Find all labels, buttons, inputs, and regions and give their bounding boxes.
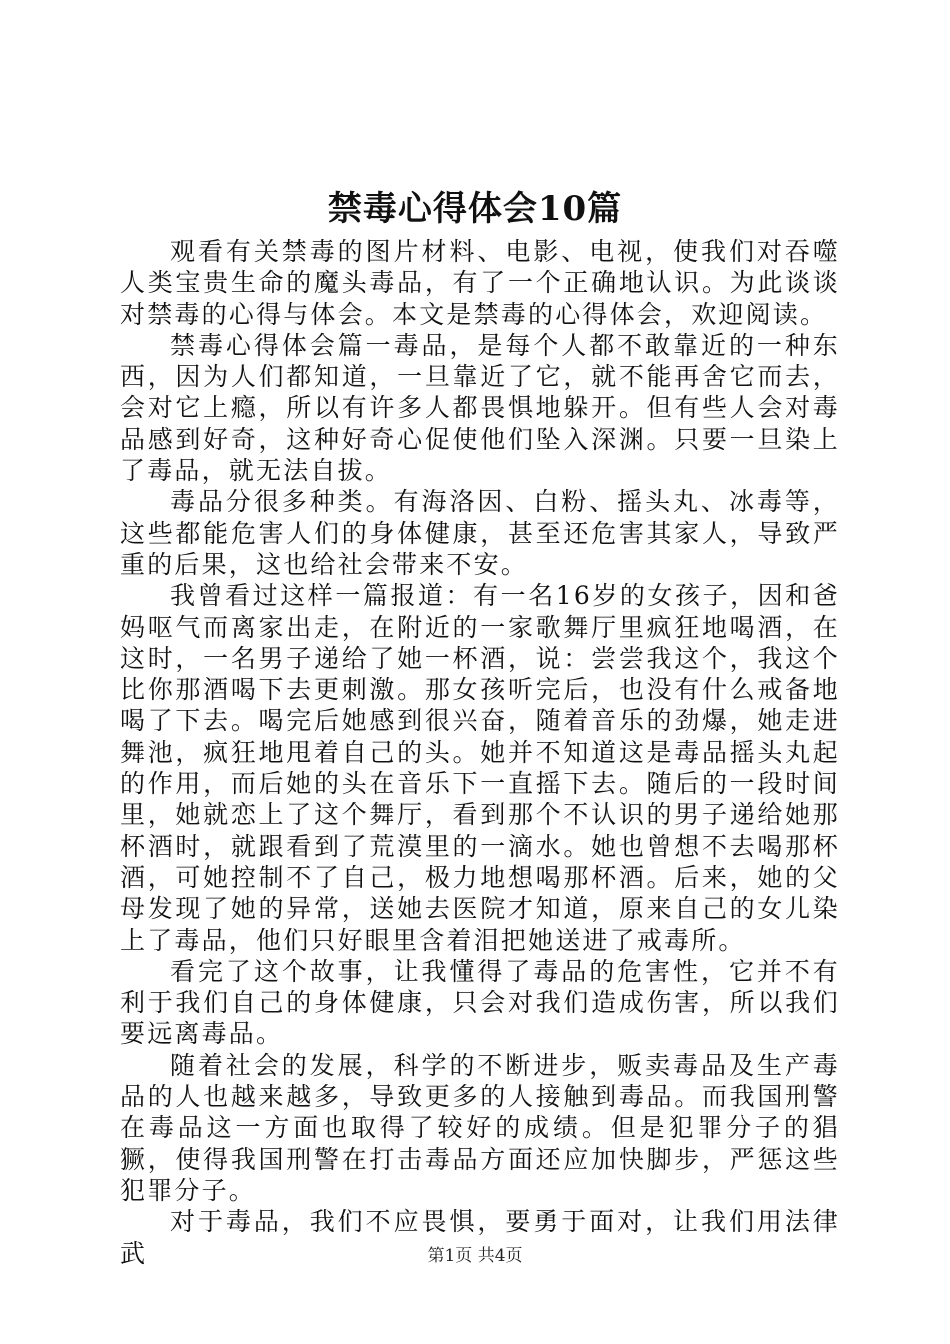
paragraph: 毒品分很多种类。有海洛因、白粉、摇头丸、冰毒等，这些都能危害人们的身体健康，甚至还危害其家人，导致严重的后果，这也给社会带来不安。 (120, 487, 840, 579)
paragraph: 看完了这个故事，让我懂得了毒品的危害性，它并不有利于我们自己的身体健康，只会对我们造成伤害，所以我们要远离毒品。 (120, 956, 840, 1049)
document-title: 禁毒心得体会10篇 (327, 189, 623, 229)
paragraph: 禁毒心得体会篇一毒品，是每个人都不敢靠近的一种东西，因为人们都知道，一旦靠近了它，就不能再舍它而去，会对它上瘾，所以有许多人都畏惧地躲开。但有些人会对毒品感到好奇，这种好奇心促使他们坠入深渊。只要一旦染上了毒品，就无法自拔。 (120, 330, 840, 486)
paragraph: 我曾看过这样一篇报道：有一名16岁的女孩子，因和爸妈呕气而离家出走，在附近的一家歌舞厅里疯狂地喝酒，在这时，一名男子递给了她一杯酒，说：尝尝我这个，我这个比你那酒喝下去更刺激。那女孩听完后，也没有什么戒备地喝了下去。喝完后她感到很兴奋，随着音乐的劲爆，她走进舞池，疯狂地甩着自己的头。她并不知道这是毒品摇头丸起的作用，而后她的头在音乐下一直摇下去。随后的一段时间里，她就恋上了这个舞厅，看到那个不认识的男子递给她那杯酒时，就跟看到了荒漠里的一滴水。她也曾想不去喝那杯酒，可她控制不了自己，极力地想喝那杯酒。后来，她的父母发现了她的异常，送她去医院才知道，原来自己的女儿染上了毒品，他们只好眼里含着泪把她送进了戒毒所。 (120, 581, 840, 955)
page-footer: 第1页 共4页 (427, 1246, 523, 1266)
paragraph: 随着社会的发展，科学的不断进步，贩卖毒品及生产毒品的人也越来越多，导致更多的人接触到毒品。而我国刑警在毒品这一方面也取得了较好的成绩。但是犯罪分子的猖獗，使得我国刑警在打击毒品方面还应加快脚步，严惩这些犯罪分子。 (120, 1050, 840, 1205)
document-body (120, 236, 840, 1269)
paragraph: 观看有关禁毒的图片材料、电影、电视，使我们对吞噬人类宝贵生命的魔头毒品，有了一个正确地认识。为此谈谈对禁毒的心得与体会。本文是禁毒的心得体会，欢迎阅读。 (120, 237, 840, 329)
paragraph: 对于毒品，我们不应畏惧，要勇于面对，让我们用法律武 (120, 1207, 840, 1268)
